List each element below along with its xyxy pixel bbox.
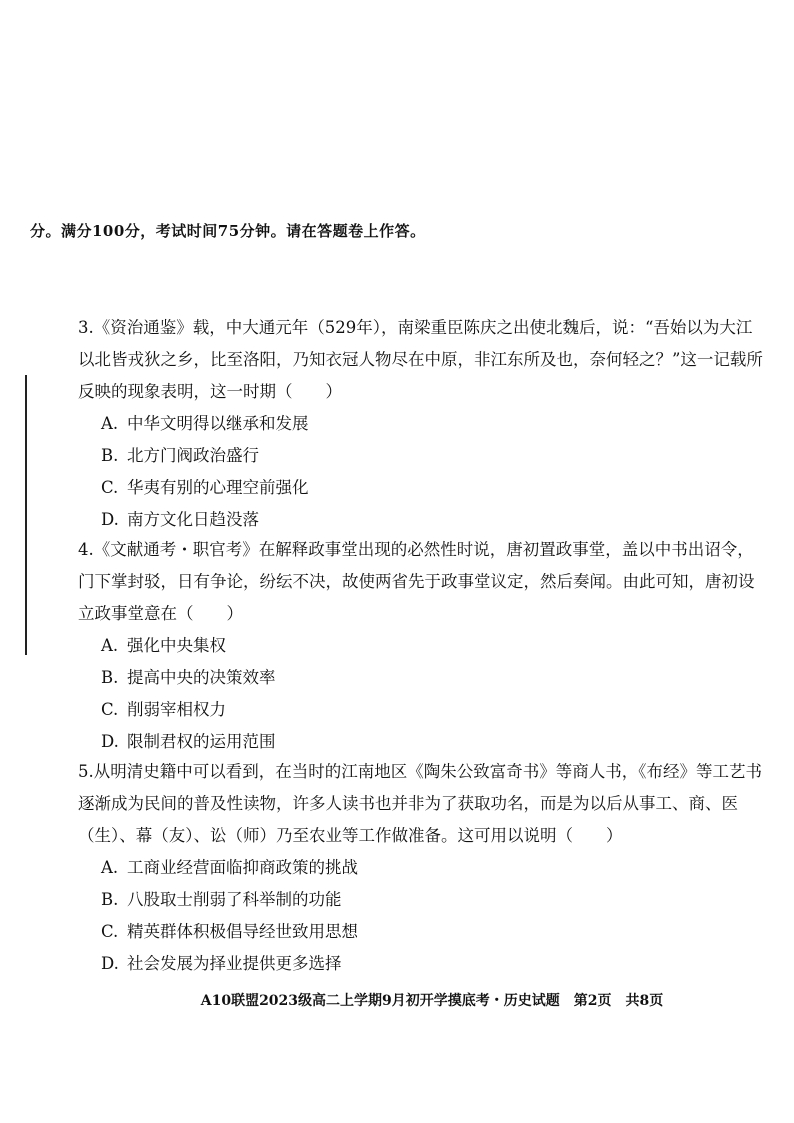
question-4 (78, 534, 768, 758)
option-d[interactable] (78, 726, 768, 758)
question-number: 3. (78, 318, 94, 337)
option-letter: C. (101, 478, 119, 497)
option-d[interactable] (78, 948, 768, 980)
question-5 (78, 756, 768, 980)
option-letter: A. (101, 858, 119, 877)
option-text: 精英群体积极倡导经世致用思想 (127, 922, 358, 941)
option-letter: D. (101, 510, 119, 529)
question-text: 从明清史籍中可以看到，在当时的江南地区《陶朱公致富奇书》等商人书，《布经》等工艺书逐渐成为民间的普及性读物，许多人读书也并非为了获取功名，而是为以后从事工、商、医（生）、幕（友）、讼（师）乃至农业等工作做准备。这可用以说明（ ） (78, 762, 762, 845)
option-a[interactable] (78, 408, 768, 440)
option-text: 强化中央集权 (127, 636, 226, 655)
option-b[interactable] (78, 884, 768, 916)
option-text: 八股取士削弱了科举制的功能 (127, 890, 342, 909)
option-b[interactable] (78, 440, 768, 472)
option-text: 工商业经营面临抑商政策的挑战 (127, 858, 358, 877)
option-b[interactable] (78, 662, 768, 694)
option-text: 北方门阀政治盛行 (127, 446, 259, 465)
option-c[interactable] (78, 694, 768, 726)
question-number: 5. (78, 762, 94, 781)
option-text: 南方文化日趋没落 (127, 510, 259, 529)
question-stem (78, 756, 768, 852)
question-text: 《资治通鉴》载，中大通元年（529年），南梁重臣陈庆之出使北魏后，说：“吾始以为大江以北皆戎狄之乡，比至洛阳，乃知衣冠人物尽在中原，非江东所及也，奈何轻之？”这一记载所反映的现象表明，这一时期（ ） (78, 318, 763, 401)
exam-instructions: 分。满分100分，考试时间75分钟。请在答题卷上作答。 (30, 222, 426, 240)
option-text: 限制君权的运用范围 (127, 732, 276, 751)
option-letter: C. (101, 922, 119, 941)
option-letter: B. (101, 446, 119, 465)
option-d[interactable] (78, 504, 768, 536)
option-c[interactable] (78, 916, 768, 948)
question-stem (78, 312, 768, 408)
option-text: 华夷有别的心理空前强化 (127, 478, 309, 497)
page-footer: A10联盟2023级高二上学期9月初开学摸底考・历史试题 第2页 共8页 (200, 993, 664, 1009)
option-a[interactable] (78, 630, 768, 662)
option-text: 削弱宰相权力 (127, 700, 226, 719)
question-stem (78, 534, 768, 630)
option-text: 提高中央的决策效率 (127, 668, 276, 687)
option-c[interactable] (78, 472, 768, 504)
question-text: 《文献通考・职官考》在解释政事堂出现的必然性时说，唐初置政事堂，盖以中书出诏令，门下掌封驳，日有争论，纷纭不决，故使两省先于政事堂议定，然后奏闻。由此可知，唐初设立政事堂意在（ ） (78, 540, 755, 623)
option-text: 社会发展为择业提供更多选择 (127, 954, 342, 973)
option-letter: A. (101, 414, 119, 433)
option-letter: C. (101, 700, 119, 719)
question-number: 4. (78, 540, 94, 559)
scan-margin-line (25, 375, 27, 655)
option-a[interactable] (78, 852, 768, 884)
option-letter: B. (101, 890, 119, 909)
option-text: 中华文明得以继承和发展 (127, 414, 309, 433)
option-letter: A. (101, 636, 119, 655)
option-letter: D. (101, 954, 119, 973)
question-3 (78, 312, 768, 536)
option-letter: D. (101, 732, 119, 751)
option-letter: B. (101, 668, 119, 687)
